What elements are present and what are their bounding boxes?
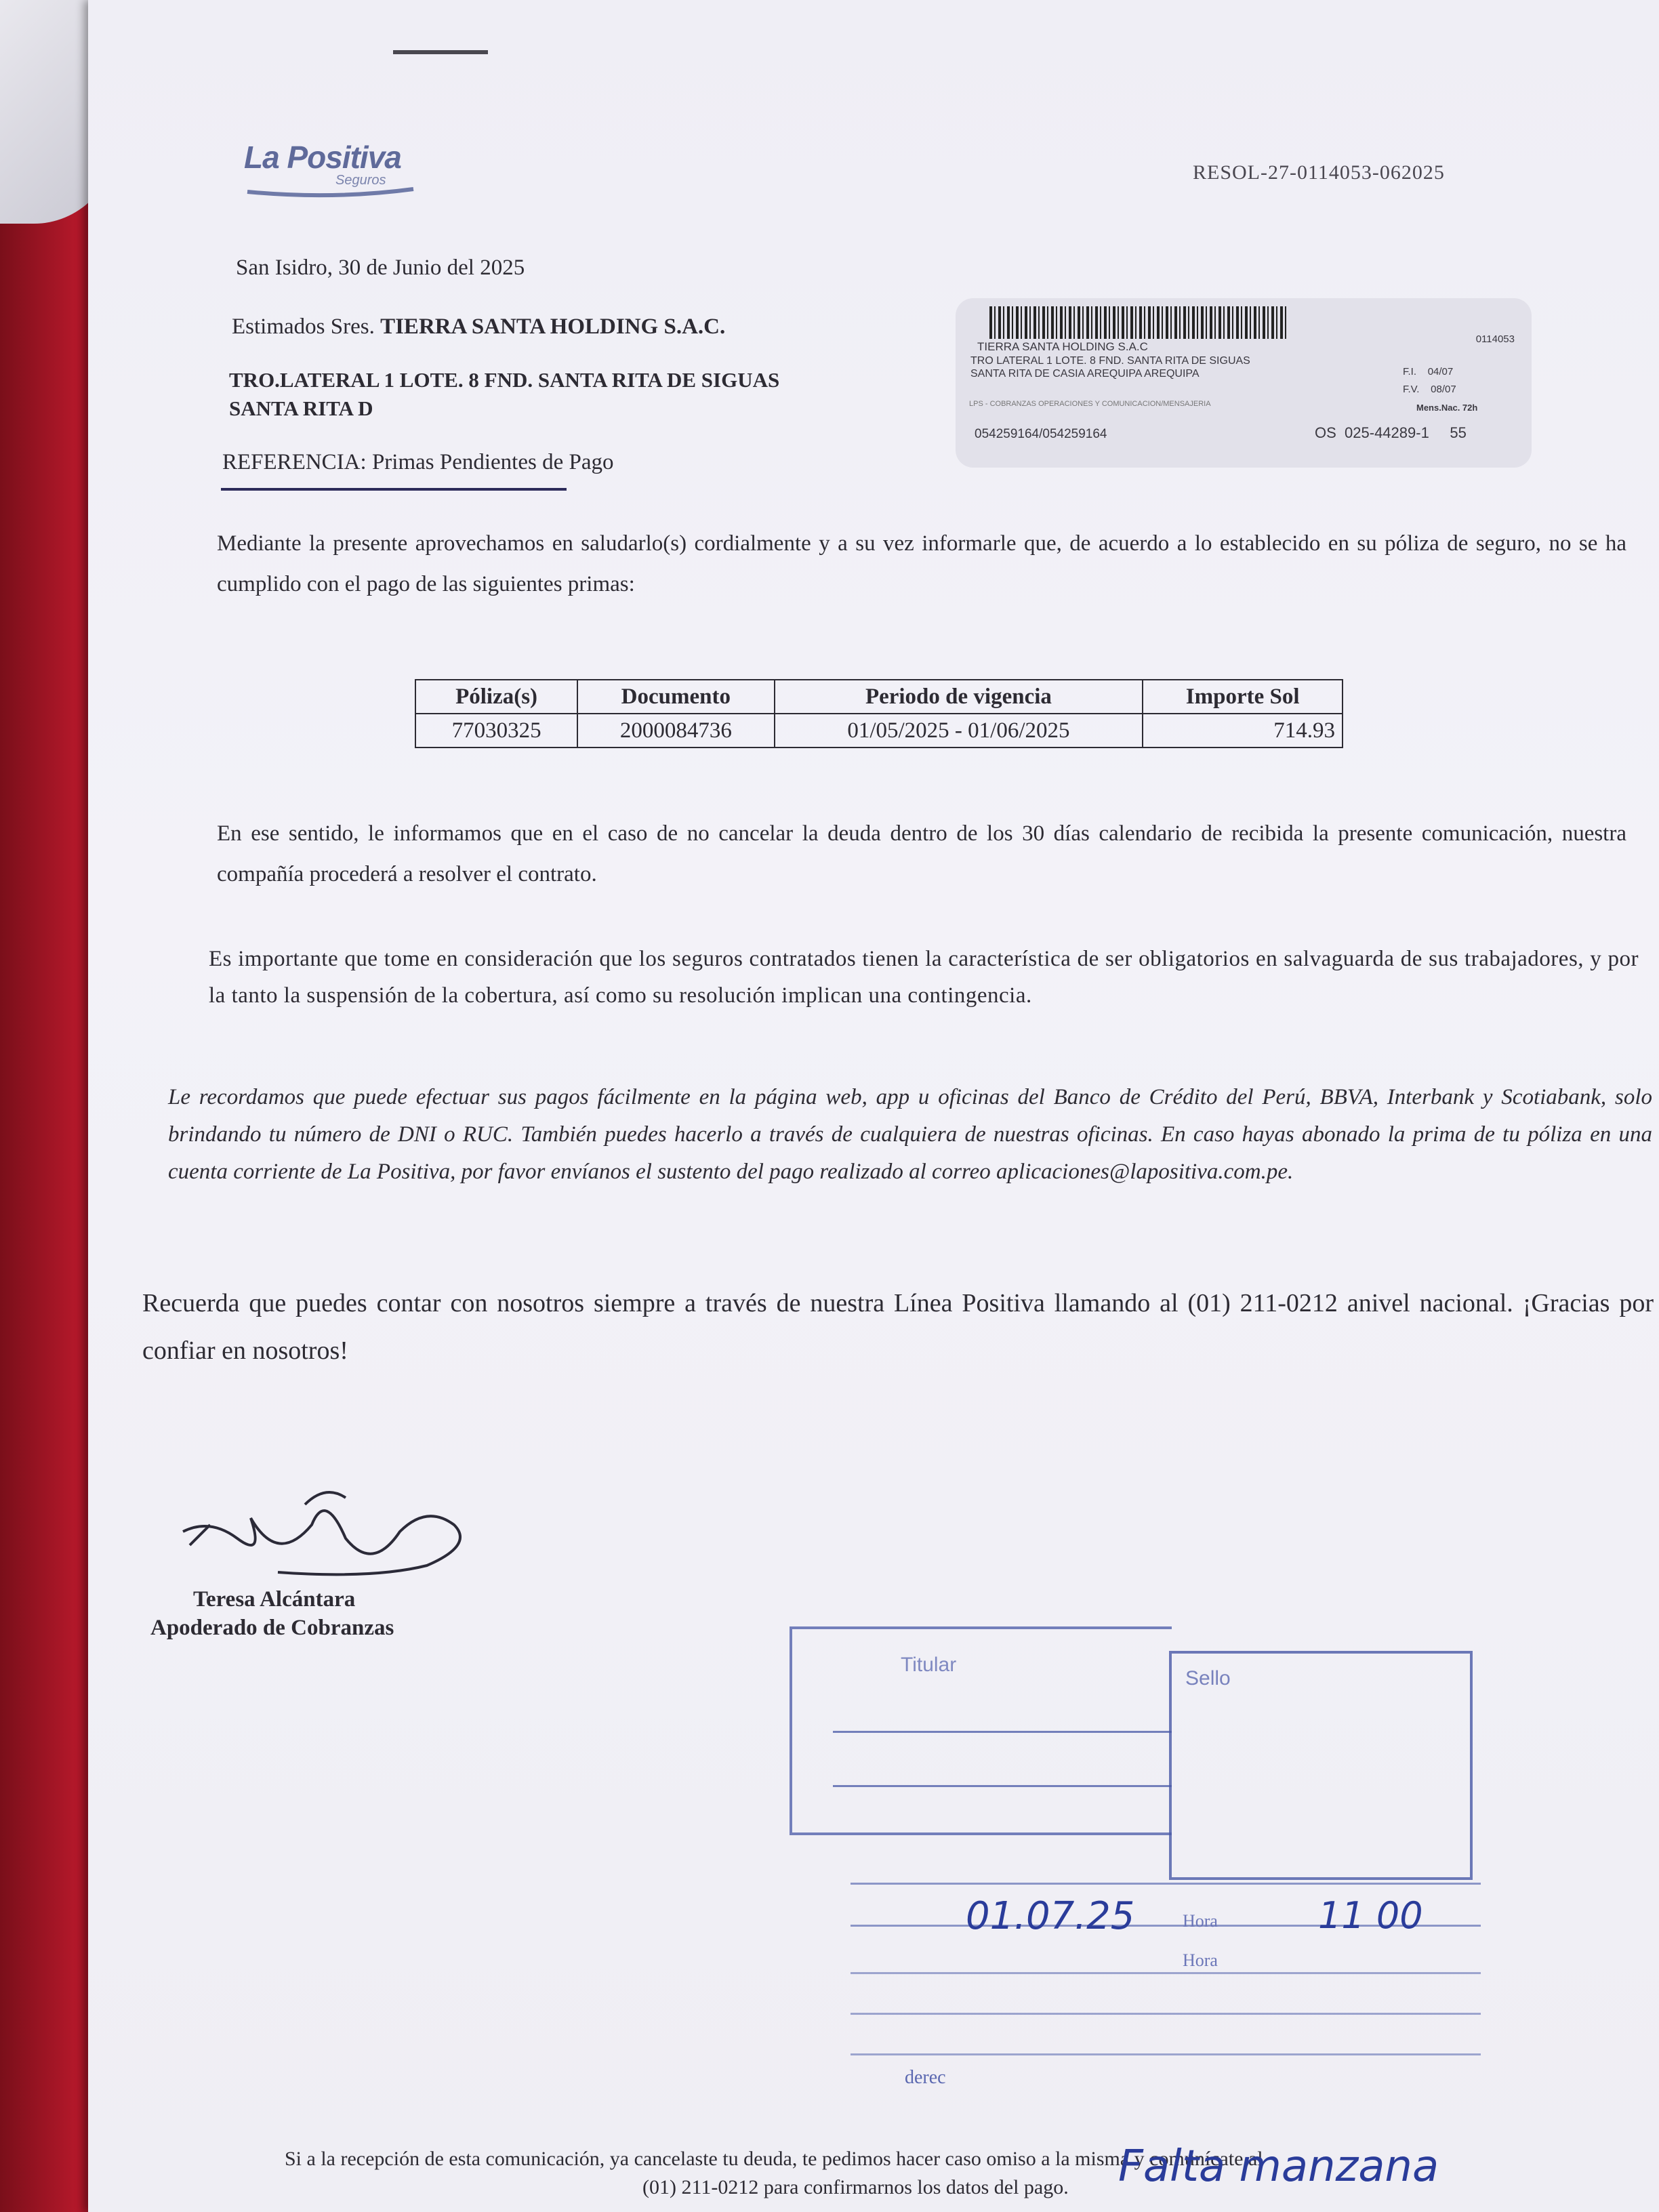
greeting-prefix: Estimados Sres. bbox=[232, 314, 375, 339]
stamp-titular-box bbox=[790, 1626, 1172, 1835]
paragraph-1: Mediante la presente aprovechamos en saludarlo(s) cordialmente y a su vez informarle que, de acuerdo a lo establecido en su póliza de seguro, no se ha cumplido con el pago de las siguientes primas: bbox=[217, 531, 1626, 596]
footer-line-2: (01) 211-0212 para confirmarnos los datos del pago. bbox=[642, 2176, 1069, 2198]
stamp-time: 11 00 bbox=[1318, 1894, 1423, 1937]
address-block bbox=[229, 366, 779, 423]
table-row bbox=[415, 714, 1343, 747]
stamp-hora-1: Hora bbox=[1183, 1911, 1218, 1931]
label-fv: F.V. 08/07 bbox=[1403, 384, 1456, 395]
top-dash bbox=[393, 50, 488, 54]
table-header: Importe Sol bbox=[1143, 680, 1343, 714]
reference-line bbox=[222, 447, 613, 477]
label-mens: Mens.Nac. 72h bbox=[1416, 403, 1478, 413]
label-dept: LPS - COBRANZAS OPERACIONES Y COMUNICACION/MENSAJERIA bbox=[969, 400, 1211, 408]
label-addr1: TRO LATERAL 1 LOTE. 8 FND. SANTA RITA DE SIGUAS bbox=[970, 355, 1250, 367]
reference-label: REFERENCIA: bbox=[222, 450, 367, 474]
company-logo bbox=[244, 139, 401, 188]
table-header-row bbox=[415, 680, 1343, 714]
barcode-icon bbox=[989, 306, 1288, 339]
logo-tagline: Seguros bbox=[335, 173, 386, 188]
label-fi: F.I. 04/07 bbox=[1403, 366, 1454, 377]
footer-line-1: Si a la recepción de esta comunicación, ya cancelaste tu deuda, te pedimos hacer caso omiso a la misma y comunícate al bbox=[285, 2148, 1263, 2170]
policy-table bbox=[415, 679, 1343, 748]
table-cell: 714.93 bbox=[1143, 714, 1343, 747]
label-os: OS 025-44289-1 55 bbox=[1315, 424, 1467, 441]
resolution-code: RESOL-27-0114053-062025 bbox=[1193, 161, 1445, 184]
logo-swoosh-icon bbox=[244, 180, 420, 200]
greeting bbox=[232, 313, 725, 340]
letter-page bbox=[88, 0, 1659, 2212]
table-header: Periodo de vigencia bbox=[775, 680, 1143, 714]
stamp-sello-label: Sello bbox=[1185, 1667, 1231, 1689]
logo-name: La Positiva bbox=[244, 140, 401, 175]
shipping-label bbox=[956, 298, 1532, 468]
stamp-titular-label: Titular bbox=[901, 1654, 957, 1676]
label-name: TIERRA SANTA HOLDING S.A.C bbox=[977, 340, 1148, 353]
table-cell: 2000084736 bbox=[577, 714, 774, 747]
stamp-derecho: derec bbox=[905, 2067, 946, 2088]
table-cell: 01/05/2025 - 01/06/2025 bbox=[775, 714, 1143, 747]
stamp-date: 01.07.25 bbox=[966, 1894, 1135, 1938]
reference-underline bbox=[221, 488, 567, 491]
signer-title: Apoderado de Cobranzas bbox=[150, 1616, 394, 1640]
paragraph-5: Recuerda que puedes contar con nosotros siempre a través de nuestra Línea Positiva llamando al (01) 211-0212 anivel nacional. ¡Gracias por confiar en nosotros! bbox=[142, 1289, 1654, 1365]
handwritten-note: Falta manzana bbox=[1118, 2142, 1439, 2192]
table-header: Póliza(s) bbox=[415, 680, 577, 714]
paragraph-3: Es importante que tome en consideración que los seguros contratados tienen la característica de ser obligatorios en salvaguarda de sus trabajadores, y por la tanto la suspensión de la cobertura, así como su resolución implican una contingencia. bbox=[209, 947, 1639, 1008]
paragraph-4: Le recordamos que puede efectuar sus pagos fácilmente en la página web, app u oficinas del Banco de Crédito del Perú, BBVA, Interbank y Scotiabank, solo brindando tu número de DNI o RUC. También puedes hacerlo a través de cualquiera de nuestras oficinas. En caso hayas abonado la prima de tu póliza en una cuenta corriente de La Positiva, por favor envíanos el sustento del pago realizado al correo aplicaciones@lapositiva.com.pe. bbox=[168, 1085, 1652, 1184]
reception-stamp bbox=[790, 1626, 1521, 2128]
label-tracking: 054259164/054259164 bbox=[975, 427, 1107, 441]
stamp-hora-2: Hora bbox=[1183, 1950, 1218, 1970]
stamp-sello-box bbox=[1169, 1651, 1473, 1880]
signature-icon bbox=[169, 1477, 495, 1593]
address-line-1: TRO.LATERAL 1 LOTE. 8 FND. SANTA RITA DE SIGUAS bbox=[229, 368, 780, 392]
greeting-company: TIERRA SANTA HOLDING S.A.C. bbox=[380, 314, 726, 339]
table-header: Documento bbox=[577, 680, 774, 714]
reference-text: Primas Pendientes de Pago bbox=[371, 450, 614, 474]
label-code-top: 0114053 bbox=[1475, 333, 1515, 345]
signer-name: Teresa Alcántara bbox=[193, 1587, 356, 1612]
address-line-2: SANTA RITA D bbox=[229, 396, 373, 420]
label-addr2: SANTA RITA DE CASIA AREQUIPA AREQUIPA bbox=[970, 368, 1200, 380]
date-line: San Isidro, 30 de Junio del 2025 bbox=[236, 255, 525, 280]
table-cell: 77030325 bbox=[415, 714, 577, 747]
paragraph-2: En ese sentido, le informamos que en el caso de no cancelar la deuda dentro de los 30 días calendario de recibida la presente comunicación, nuestra compañía procederá a resolver el contrato. bbox=[217, 821, 1626, 886]
